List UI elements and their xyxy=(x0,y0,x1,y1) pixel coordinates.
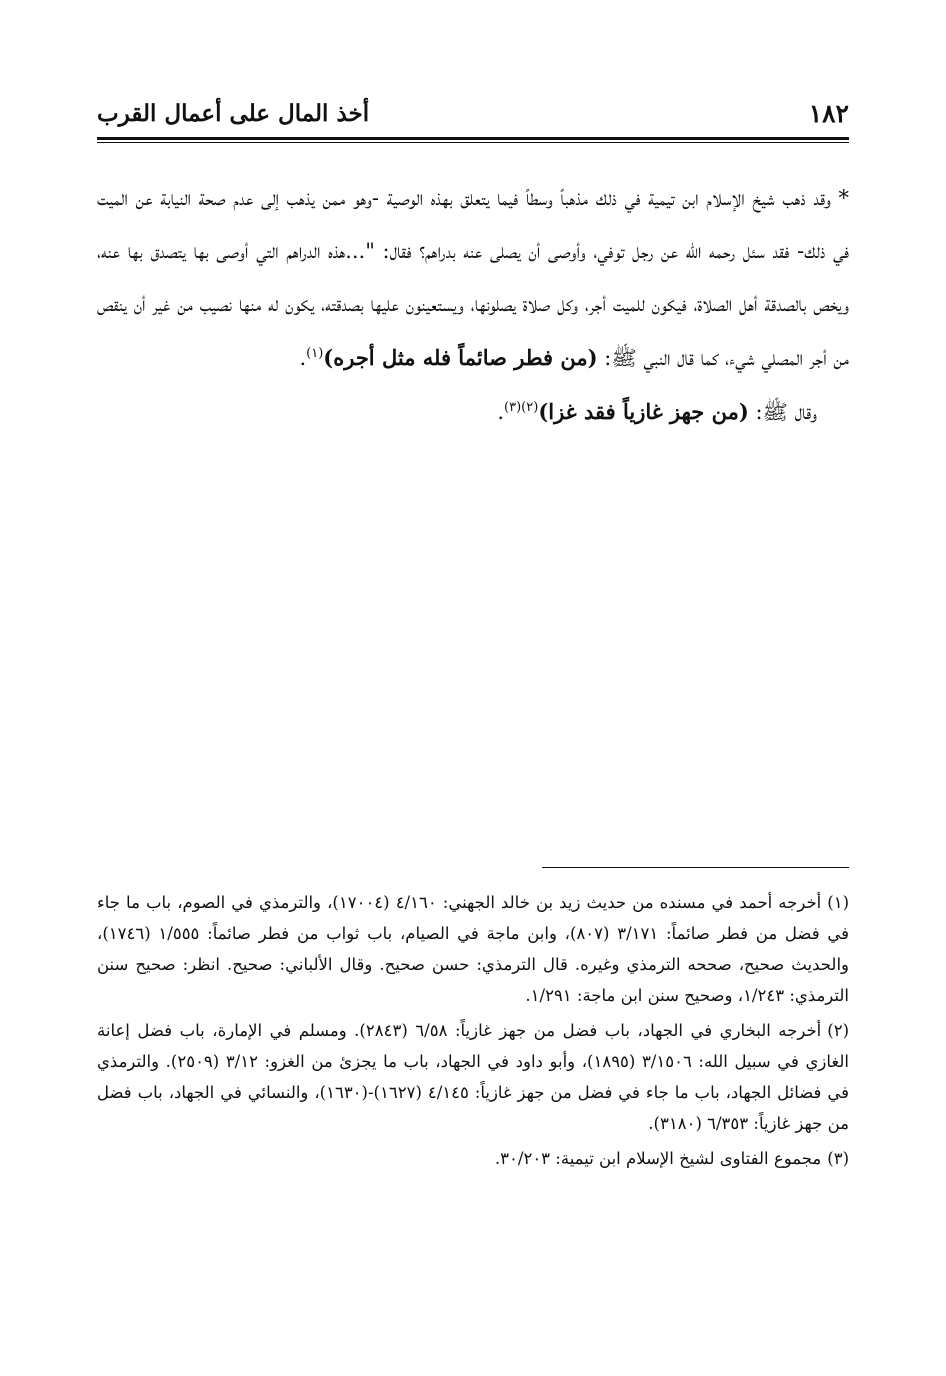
hadith-quote-2: (من جهز غازياً فقد غزا) xyxy=(538,399,749,424)
footnotes xyxy=(97,887,849,1178)
footnote-3 xyxy=(97,1143,849,1174)
header-rule xyxy=(97,137,849,143)
paragraph-1 xyxy=(97,172,849,385)
hadith-quote-1: (من فطر صائماً فله مثل أجره) xyxy=(323,345,598,370)
paragraph-2 xyxy=(97,385,849,439)
footnote-1 xyxy=(97,887,849,1011)
footnote-text: أخرجه أحمد في مسنده من حديث زيد بن خالد الجهني: ٤/١٦٠ (١٧٠٠٤)، والترمذي في الصوم، باب ما جاء في فضل من فطر صائماً: ٣/١٧١ (٨٠٧)، وابن ماجة في الصيام، باب ثواب من فطر صائماً: ١/٥٥٥ (١٧٤٦)، والحديث صحيح، صححه الترمذي وغيره. قال الترمذي: حسن صحيح. وقال الألباني: صحيح. انظر: صحيح سنن الترمذي: ١/٢٤٣، وصحيح سنن ابن ماجة: ١/٢٩١. xyxy=(97,893,849,1005)
paragraph-1-end: . xyxy=(299,346,307,370)
footnote-separator xyxy=(542,867,849,868)
running-title: أخذ المال على أعمال القرب xyxy=(97,99,370,127)
footnote-ref-2-3[interactable]: (٢)(٣) xyxy=(504,400,539,415)
page-number: ١٨٢ xyxy=(808,98,849,128)
footnote-number: (١) xyxy=(827,893,849,912)
paragraph-2-end: . xyxy=(497,400,505,424)
page-header xyxy=(97,93,849,133)
footnote-text: مجموع الفتاوى لشيخ الإسلام ابن تيمية: ٣٠/٢٠٣. xyxy=(494,1149,822,1168)
footnote-text: أخرجه البخاري في الجهاد، باب فضل من جهز غازياً: ٦/٥٨ (٢٨٤٣). ومسلم في الإمارة، باب فضل إعانة الغازي في سبيل الله: ٣/١٥٠٦ (١٨٩٥)، وأبو داود في الجهاد، باب ما يجزئ من الغزو: ٣/١٢ (٢٥٠٩). والترمذي في فضائل الجهاد، باب ما جاء في فضل من جهز غازياً: ٤/١٤٥ (١٦٢٧)-(١٦٣٠)، والنسائي في الجهاد، باب فضل من جهز غازياً: ٦/٣٥٣ (٣١٨٠). xyxy=(97,1021,849,1133)
paragraph-2-text: وقال ﷺ: xyxy=(755,400,817,424)
footnote-2 xyxy=(97,1015,849,1139)
footnote-number: (٢) xyxy=(827,1021,849,1040)
footnote-ref-1[interactable]: (١) xyxy=(306,346,324,361)
footnote-number: (٣) xyxy=(827,1149,849,1168)
main-text xyxy=(97,172,849,439)
paragraph-1-text: * وقد ذهب شيخ الإسلام ابن تيمية في ذلك مذهباً وسطاً فيما يتعلق بهذه الوصية -وهو ممن يذهب إلى عدم صحة النيابة عن الميت في ذلك- فقد سئل رحمه الله عن رجل توفي، وأوصى أن يصلى عنه بدراهم؟ فقال: "...هذه الدراهم التي أوصى بها يتصدق بها عنه، ويخص بالصدقة أهل الصلاة، فيكون للميت أجر، وكل صلاة يصلونها، ويستعينون عليها بصدقته، يكون له منها نصيب من غير أن ينقص من أجر المصلي شيء، كما قال النبي ﷺ: xyxy=(97,186,849,370)
